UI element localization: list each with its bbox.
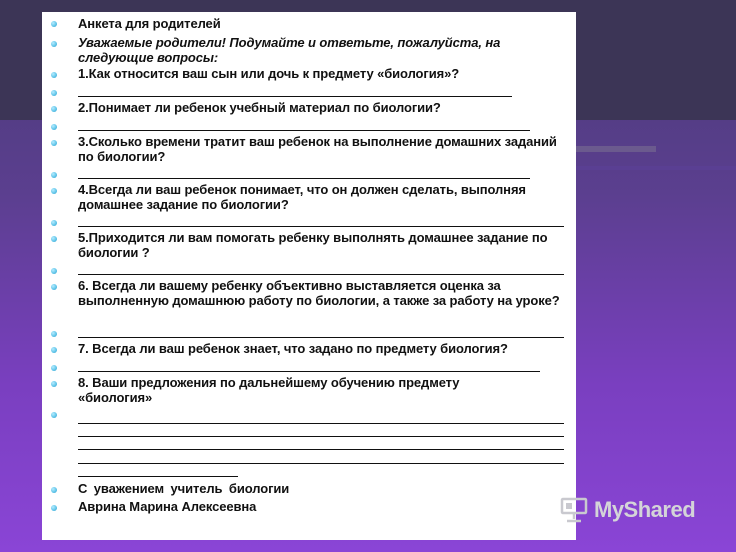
answer-line-8a xyxy=(78,423,564,424)
watermark-brand: MyShared xyxy=(594,497,696,522)
background-accent-bar-2 xyxy=(560,166,736,170)
answer-line-7 xyxy=(78,371,540,372)
answer-line-1 xyxy=(78,96,512,97)
questionnaire-title: Анкета для родителей xyxy=(78,16,221,31)
questionnaire-page xyxy=(42,12,576,540)
signature-line-1: С уважением учитель биологии xyxy=(78,481,290,496)
bullet-icon xyxy=(51,188,57,194)
question-5: 5.Приходится ли вам помогать ребенку выполнять домашнее задание по биологии ? xyxy=(78,230,548,260)
bullet-icon xyxy=(51,21,57,27)
question-6: 6. Всегда ли вашему ребенку объективно выставляется оценка за выполненную домашнюю работу по биологии, а также за работу на уроке? xyxy=(78,278,560,308)
bullet-icon xyxy=(51,268,57,274)
answer-line-8d xyxy=(78,463,564,464)
bullet-icon xyxy=(51,41,57,47)
bullet-icon xyxy=(51,236,57,242)
answer-line-4 xyxy=(78,226,564,227)
bullet-icon xyxy=(51,106,57,112)
bullet-icon xyxy=(51,172,57,178)
question-4: 4.Всегда ли ваш ребенок понимает, что он должен сделать, выполняя домашнее задание по биологии? xyxy=(78,182,526,212)
signature-line-2: Аврина Марина Алексеевна xyxy=(78,499,257,514)
bullet-icon xyxy=(51,381,57,387)
question-2: 2.Понимает ли ребенок учебный материал по биологии? xyxy=(78,100,441,115)
intro-text: Уважаемые родители! Подумайте и ответьте, пожалуйста, на следующие вопросы: xyxy=(78,35,501,65)
answer-line-2 xyxy=(78,130,530,131)
question-3: 3.Сколько времени тратит ваш ребенок на выполнение домашних заданий по биологии? xyxy=(78,134,557,164)
watermark xyxy=(560,492,710,528)
bullet-icon xyxy=(51,487,57,493)
bullet-icon xyxy=(51,90,57,96)
presentation-board-icon xyxy=(560,497,588,523)
answer-line-8b xyxy=(78,436,564,437)
answer-line-5 xyxy=(78,274,564,275)
answer-line-8c xyxy=(78,449,564,450)
bullet-icon xyxy=(51,331,57,337)
answer-line-3 xyxy=(78,178,530,179)
answer-line-6 xyxy=(78,337,564,338)
bullet-icon xyxy=(51,140,57,146)
question-1: 1.Как относится ваш сын или дочь к предмету «биология»? xyxy=(78,66,460,81)
bullet-icon xyxy=(51,347,57,353)
bullet-icon xyxy=(51,72,57,78)
bullet-icon xyxy=(51,284,57,290)
bullet-icon xyxy=(51,124,57,130)
bullet-icon xyxy=(51,365,57,371)
bullet-icon xyxy=(51,505,57,511)
bullet-icon xyxy=(51,412,57,418)
bullet-icon xyxy=(51,220,57,226)
question-7: 7. Всегда ли ваш ребенок знает, что задано по предмету биология? xyxy=(78,341,508,356)
answer-line-8e xyxy=(78,476,238,477)
question-8: 8. Ваши предложения по дальнейшему обучению предмету «биология» xyxy=(78,375,460,405)
